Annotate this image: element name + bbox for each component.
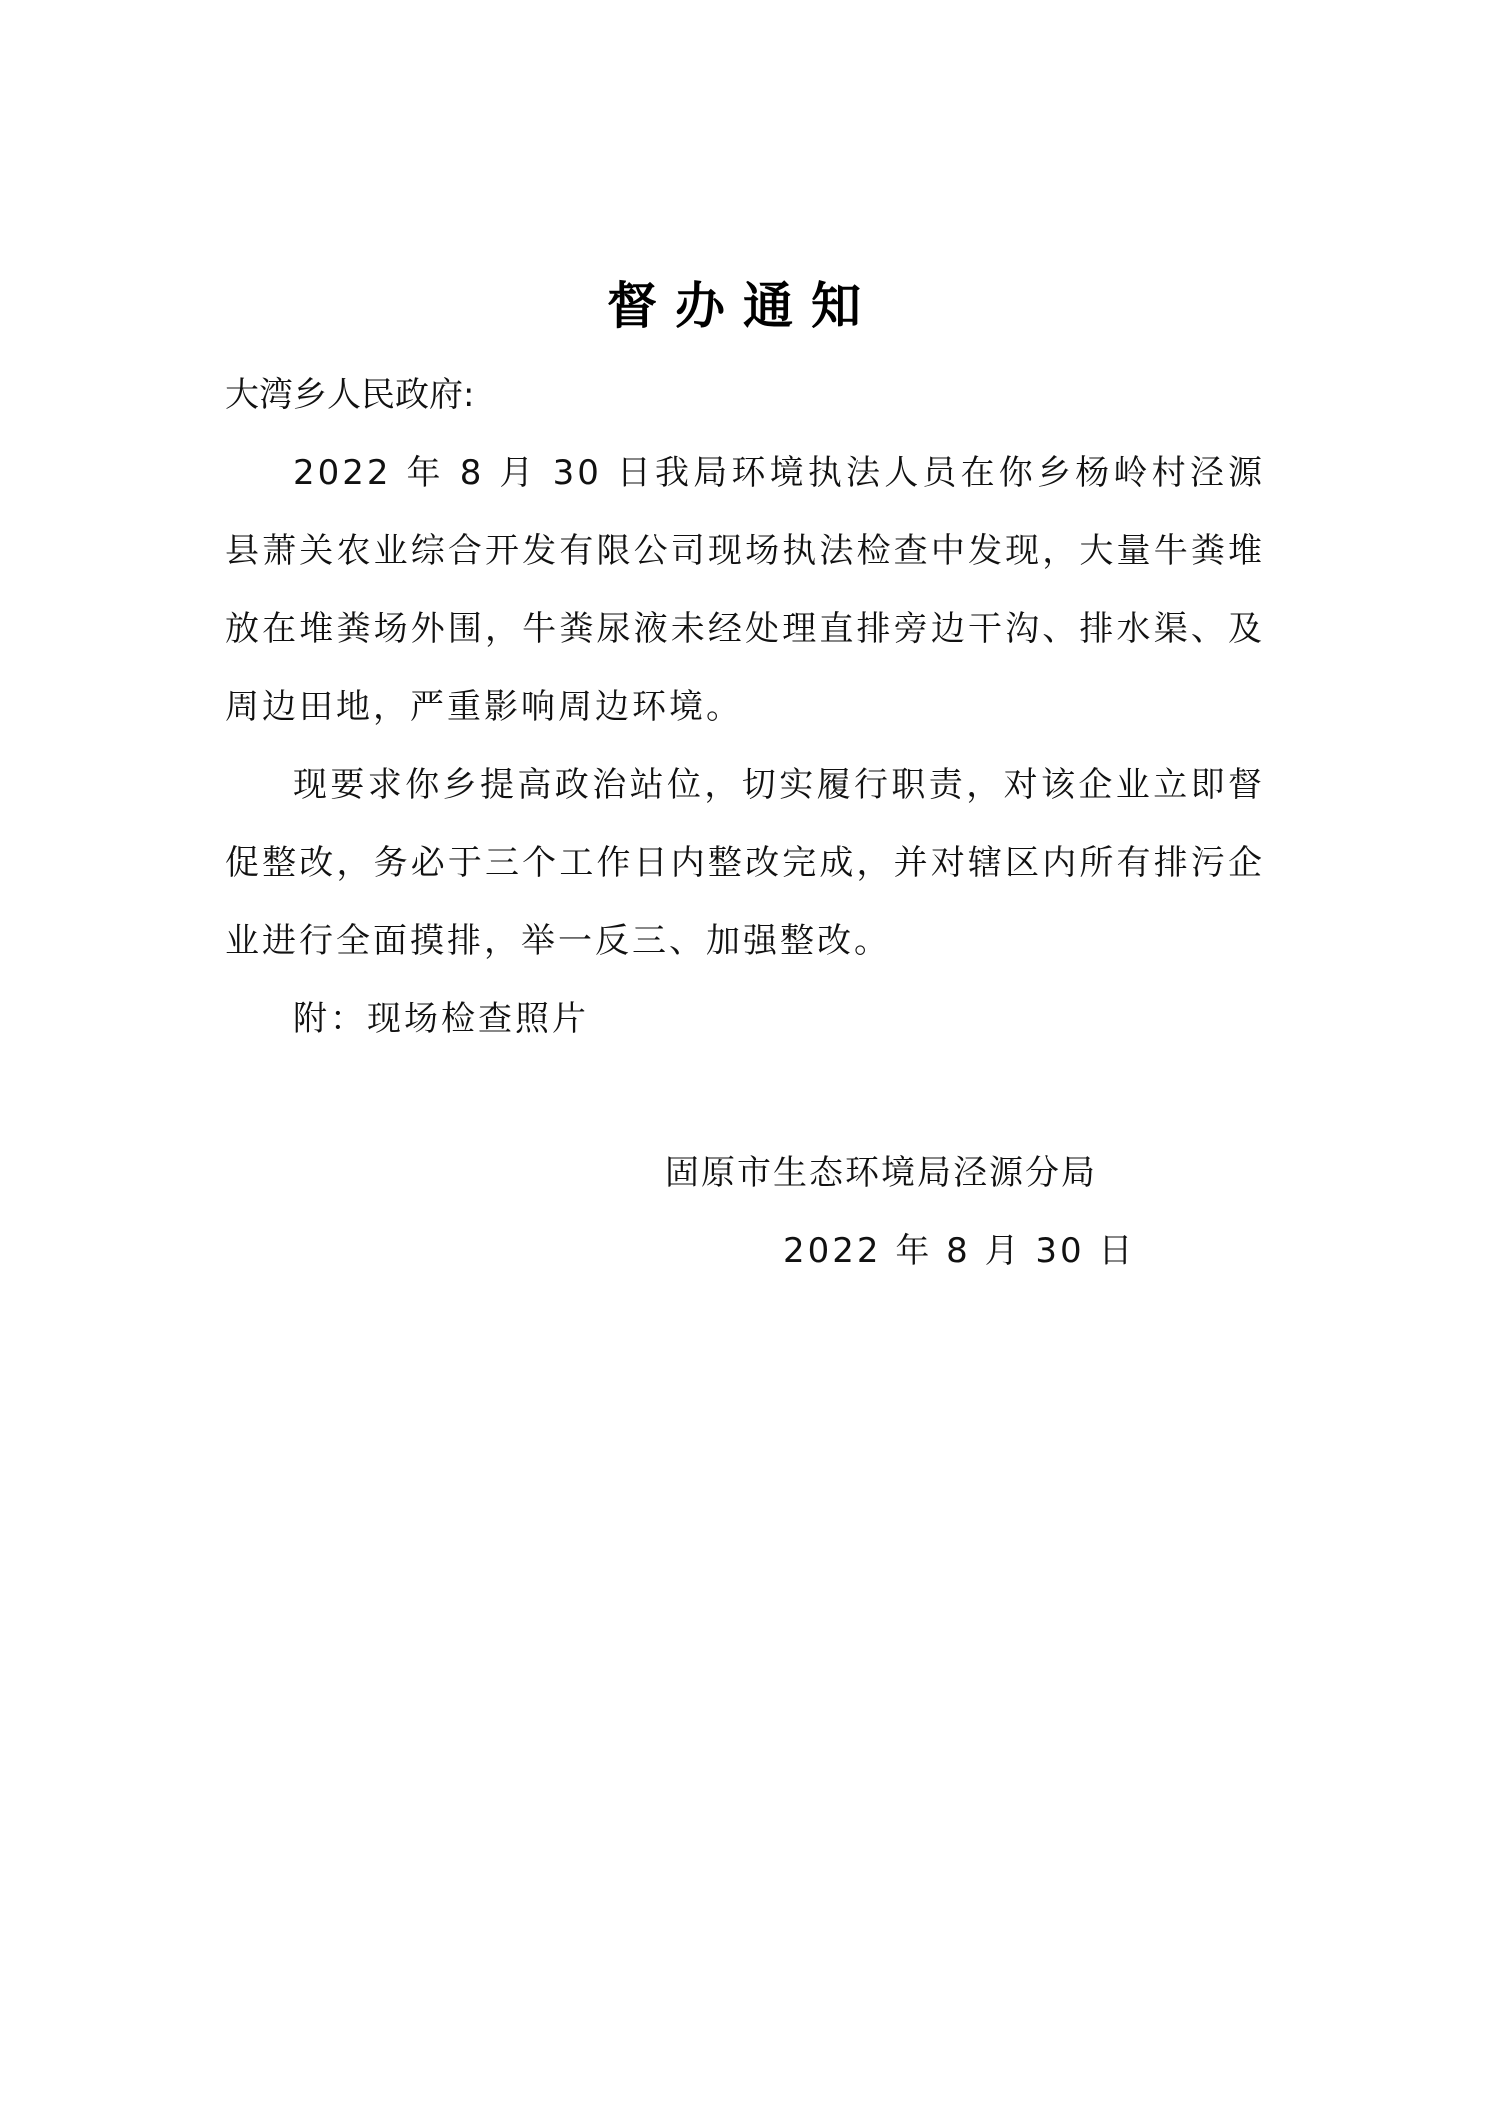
paragraph-incident: 2022 年 8 月 30 日我局环境执法人员在你乡杨岭村泾源县萧关农业综合开发有限公司现场执法检查中发现，大量牛粪堆放在堆粪场外围，牛粪尿液未经处理直排旁边干沟、排水渠、及周边田地，严重影响周边环境。 — [225, 453, 1265, 727]
document-title: 督办通知 — [607, 276, 879, 335]
paragraph-requirement: 现要求你乡提高政治站位，切实履行职责，对该企业立即督促整改，务必于三个工作日内整改完成，并对辖区内所有排污企业进行全面摸排，举一反三、加强整改。 — [225, 765, 1265, 961]
signature-org: 固原市生态环境局泾源分局 — [665, 1153, 1097, 1193]
signature-date: 2022 年 8 月 30 日 — [783, 1231, 1136, 1271]
salutation: 大湾乡人民政府: — [225, 375, 475, 415]
document-body — [225, 356, 1265, 1058]
paragraph-attachment: 附：现场检查照片 — [293, 999, 589, 1039]
